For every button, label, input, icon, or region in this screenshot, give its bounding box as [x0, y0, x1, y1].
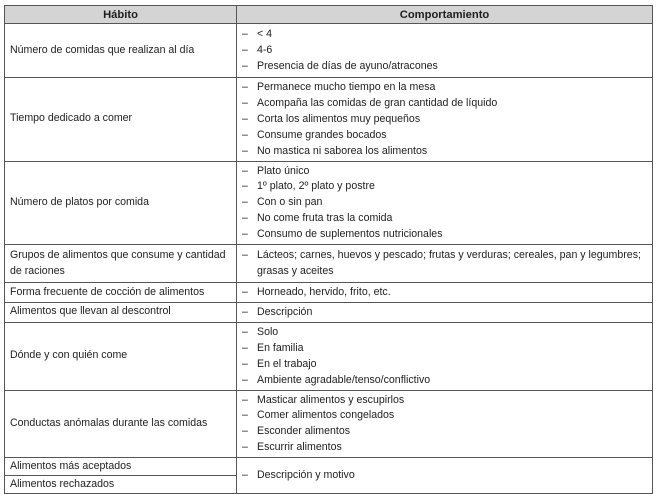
table-row [5, 458, 653, 476]
list-item: – Presencia de días de ayuno/atracones [242, 59, 648, 75]
habit-cell: Alimentos que llevan al descontrol [5, 302, 237, 322]
behavior-cell [237, 322, 653, 390]
list-item: – Masticar alimentos y escupirlos [242, 393, 648, 409]
list-item: – Horneado, hervido, frito, etc. [242, 285, 648, 301]
behavior-cell [237, 78, 653, 162]
behavior-cell [237, 24, 653, 78]
behavior-cell [237, 390, 653, 458]
habit-cell: Dónde y con quién come [5, 322, 237, 390]
header-behavior: Comportamiento [237, 6, 653, 24]
table-row [5, 283, 653, 303]
habit-cell: Número de comidas que realizan al día [5, 24, 237, 78]
habit-cell: Grupos de alimentos que consume y cantidad de raciones [5, 245, 237, 283]
list-item: – Consumo de suplementos nutricionales [242, 227, 648, 243]
habits-table [4, 5, 653, 494]
table-row [5, 78, 653, 162]
habit-cell: Conductas anómalas durante las comidas [5, 390, 237, 458]
table-row [5, 390, 653, 458]
list-item: – Escurrir alimentos [242, 440, 648, 456]
list-item: – Corta los alimentos muy pequeños [242, 112, 648, 128]
list-item: – < 4 [242, 27, 648, 43]
list-item: – Descripción y motivo [242, 468, 648, 484]
list-item: – Descripción [242, 305, 648, 321]
list-item: – 1º plato, 2º plato y postre [242, 179, 648, 195]
list-item: – En el trabajo [242, 357, 648, 373]
list-item: – No come fruta tras la comida [242, 211, 648, 227]
table-header-row [5, 6, 653, 24]
list-item: – Esconder alimentos [242, 424, 648, 440]
list-item: – Lácteos; carnes, huevos y pescado; frutas y verduras; cereales, pan y legumbres; grasas y aceites [242, 248, 648, 280]
habit-cell: Alimentos más aceptados [5, 458, 237, 476]
list-item: – Con o sin pan [242, 195, 648, 211]
list-item: – En familia [242, 341, 648, 357]
habit-cell: Forma frecuente de cocción de alimentos [5, 283, 237, 303]
list-item: – Acompaña las comidas de gran cantidad de líquido [242, 96, 648, 112]
list-item: – Ambiente agradable/tenso/conflictivo [242, 373, 648, 389]
table-row [5, 302, 653, 322]
table-row [5, 161, 653, 245]
list-item: – 4-6 [242, 43, 648, 59]
list-item: – Comer alimentos congelados [242, 408, 648, 424]
habit-cell: Alimentos rechazados [5, 476, 237, 494]
table-row [5, 245, 653, 283]
behavior-cell [237, 302, 653, 322]
habit-cell: Número de platos por comida [5, 161, 237, 245]
list-item: – Solo [242, 325, 648, 341]
behavior-cell [237, 245, 653, 283]
list-item: – No mastica ni saborea los alimentos [242, 144, 648, 160]
list-item: – Permanece mucho tiempo en la mesa [242, 80, 648, 96]
header-habit: Hábito [5, 6, 237, 24]
behavior-cell [237, 283, 653, 303]
list-item: – Plato único [242, 164, 648, 180]
behavior-cell [237, 161, 653, 245]
table-row [5, 24, 653, 78]
list-item: – Consume grandes bocados [242, 128, 648, 144]
habit-cell: Tiempo dedicado a comer [5, 78, 237, 162]
behavior-cell [237, 458, 653, 494]
habits-table-page [4, 5, 652, 494]
table-row [5, 322, 653, 390]
